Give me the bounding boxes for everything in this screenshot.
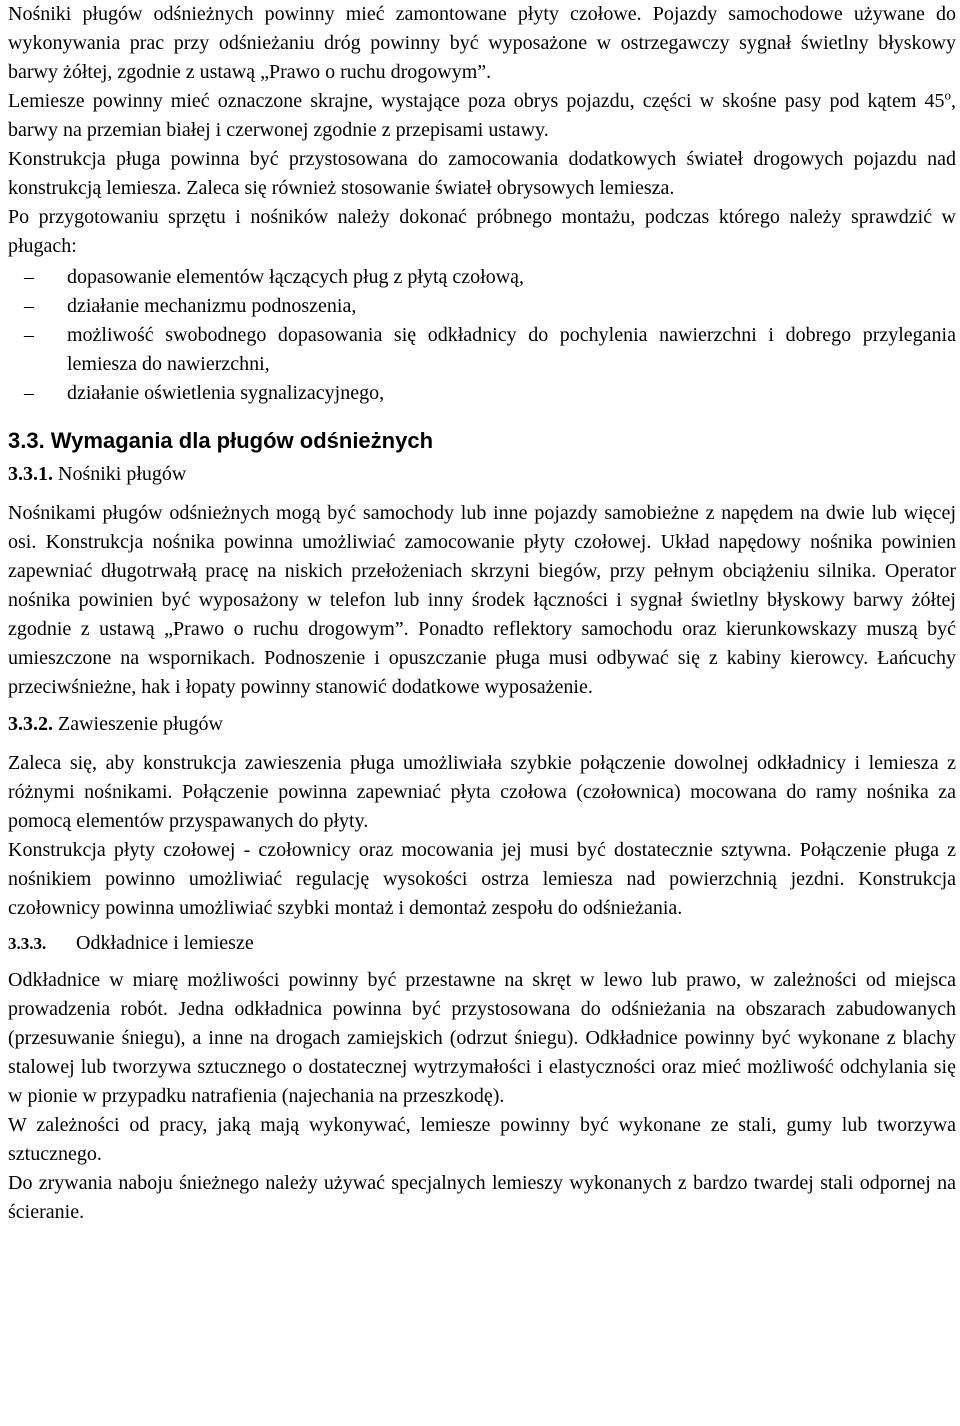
intro-paragraph-carriers: Nośniki pługów odśnieżnych powinny mieć zamontowane płyty czołowe. Pojazdy samochodowe używane do wykonywania prac przy odśnieżaniu dróg powinny być wyposażone w ostrzegawczy sygnał świetlny błyskowy barwy żółtej, zgodnie z ustawą „Prawo o ruchu drogowym”. xyxy=(8,3,956,83)
degree-superscript: o xyxy=(944,87,951,103)
subsection-title: Zawieszenie pługów xyxy=(53,713,223,735)
section-heading: 3.3. Wymagania dla pługów odśnieżnych xyxy=(8,428,434,453)
assembly-checklist xyxy=(8,263,956,408)
subsection-number: 3.3.2. xyxy=(8,713,53,735)
subsection-title: Odkładnice i lemiesze xyxy=(76,932,254,954)
dash-bullet: – xyxy=(24,295,34,317)
intro-paragraph-lights: Konstrukcja pługa powinna być przystosowana do zamocowania dodatkowych świateł drogowych pojazdu nad konstrukcją lemiesza. Zaleca się również stosowanie świateł obrysowych lemiesza. xyxy=(8,148,956,199)
checklist-item xyxy=(8,263,956,292)
checklist-item-text: działanie oświetlenia sygnalizacyjnego, xyxy=(67,382,385,404)
blades-text-end: , barwy na przemian białej i czerwonej zgodnie z przepisami ustawy. xyxy=(8,90,956,141)
checklist-item-text: możliwość swobodnego dopasowania się odkładnicy do pochylenia nawierzchni i dobrego przylegania lemiesza do nawierzchni, xyxy=(67,324,956,375)
subsection-title: Nośniki pługów xyxy=(53,463,187,485)
carriers-paragraph: Nośnikami pługów odśnieżnych mogą być samochody lub inne pojazdy samobieżne z napędem na dwie lub więcej osi. Konstrukcja nośnika powinna umożliwiać zamocowanie płyty czołowej. Układ napędowy nośnika powinien zapewniać długotrwałą pracę na niskich przełożeniach skrzyni biegów, przy pełnym obciążeniu silnika. Operator nośnika powinien być wyposażony w telefon lub inny środek łączności i sygnał świetlny błyskowy barwy żółtej zgodnie z ustawą „Prawo o ruchu drogowym”. Ponadto reflektory samochodu oraz kierunkowskazy muszą być umieszczone na wspornikach. Podnoszenie i opuszczanie pługa musi odbywać się z kabiny kierowcy. Łańcuchy przeciwśnieżne, hak i łopaty powinny stanowić dodatkowe wyposażenie. xyxy=(8,502,956,698)
blades-text-start: Lemiesze powinny mieć oznaczone skrajne, wystające poza obrys pojazdu, części w skośne pasy pod kątem 45 xyxy=(8,90,945,112)
checklist-item xyxy=(8,321,956,379)
dash-bullet: – xyxy=(24,266,34,288)
moldboards-paragraph-2: W zależności od pracy, jaką mają wykonywać, lemiesze powinny być wykonane ze stali, gumy lub tworzywa sztucznego. xyxy=(8,1114,956,1165)
moldboards-paragraph-1: Odkładnice w miarę możliwości powinny być przestawne na skręt w lewo lub prawo, w zależności od miejsca prowadzenia robót. Jedna odkładnica powinna być przystosowana do odśnieżania na obszarach zabudowanych (przesuwanie śniegu), a inne na drogach zamiejskich (odrzut śniegu). Odkładnice powinny być wykonane z blachy stalowej lub tworzywa sztucznego o dostatecznej wytrzymałości i elastyczności oraz mieć możliwość odchylania się w pionie w przypadku natrafienia (najechania na przeszkodę). xyxy=(8,969,956,1107)
subsection-heading-carriers xyxy=(8,460,956,489)
subsection-number: 3.3.3. xyxy=(8,934,47,953)
subsection-heading-moldboards xyxy=(8,929,956,958)
dash-bullet: – xyxy=(24,324,34,346)
suspension-paragraph-1: Zaleca się, aby konstrukcja zawieszenia pługa umożliwiała szybkie połączenie dowolnej odkładnicy i lemiesza z różnymi nośnikami. Połączenie powinna zapewniać płyta czołowa (czołownica) mocowana do ramy nośnika za pomocą elementów przyspawanych do płyty. xyxy=(8,752,956,832)
intro-paragraph-blades xyxy=(8,87,956,145)
subsection-number: 3.3.1. xyxy=(8,463,53,485)
checklist-item-text: dopasowanie elementów łączących pług z płytą czołową, xyxy=(67,266,525,288)
suspension-paragraph-2: Konstrukcja płyty czołowej - czołownicy oraz mocowania jej musi być dostatecznie sztywna. Połączenie pługa z nośnikiem powinno umożliwiać regulację wysokości ostrza lemiesza nad powierzchnią jezdni. Konstrukcja czołownicy powinna umożliwiać szybki montaż i demontaż zespołu do odśnieżania. xyxy=(8,839,956,919)
checklist-item-text: działanie mechanizmu podnoszenia, xyxy=(67,295,357,317)
checklist-item xyxy=(8,379,956,408)
intro-paragraph-assembly: Po przygotowaniu sprzętu i nośników należy dokonać próbnego montażu, podczas którego należy sprawdzić w pługach: xyxy=(8,206,956,257)
checklist-item xyxy=(8,292,956,321)
moldboards-paragraph-3: Do zrywania naboju śnieżnego należy używać specjalnych lemieszy wykonanych z bardzo twardej stali odpornej na ścieranie. xyxy=(8,1172,956,1223)
subsection-heading-suspension xyxy=(8,710,956,739)
dash-bullet: – xyxy=(24,382,34,404)
